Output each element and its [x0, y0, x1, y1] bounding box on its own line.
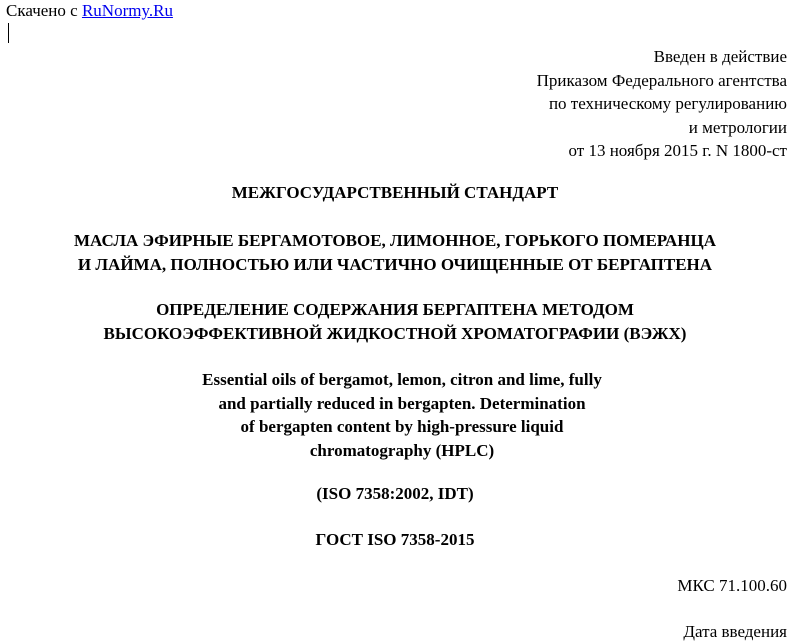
gost-number — [0, 528, 790, 552]
download-prefix: Скачено с — [6, 1, 78, 20]
download-source-line — [6, 0, 173, 22]
intro-line: Введен в действие — [653, 47, 787, 66]
title-line: Essential oils of bergamot, lemon, citron and lime, fully — [202, 370, 602, 389]
mks-code: МКС 71.100.60 — [677, 576, 787, 595]
title-line: ОПРЕДЕЛЕНИЕ СОДЕРЖАНИЯ БЕРГАПТЕНА МЕТОДОМ — [156, 300, 634, 319]
title-line: chromatography (HPLC) — [309, 440, 495, 460]
title-line: of bergapten content by high-pressure liquid — [240, 417, 564, 436]
standard-type-heading — [0, 181, 790, 205]
intro-line: по техническому регулированию — [548, 94, 787, 113]
title-russian-method — [0, 298, 790, 345]
iso-reference-text: (ISO 7358:2002, IDT) — [316, 484, 474, 503]
runormy-link[interactable]: RuNormy.Ru — [81, 1, 173, 20]
text-cursor — [8, 23, 9, 43]
title-russian-product — [0, 229, 790, 276]
intro-line: Приказом Федерального агентства — [536, 70, 787, 90]
title-line: and partially reduced in bergapten. Determination — [218, 393, 586, 413]
iso-reference — [0, 482, 790, 506]
intro-line: от 13 ноября 2015 г. N 1800-ст — [568, 141, 787, 160]
title-line: ВЫСОКОЭФФЕКТИВНОЙ ЖИДКОСТНОЙ ХРОМАТОГРАФИИ (ВЭЖХ) — [103, 323, 687, 343]
gost-number-text: ГОСТ ISO 7358-2015 — [315, 530, 475, 549]
standard-type-text: МЕЖГОСУДАРСТВЕННЫЙ СТАНДАРТ — [231, 183, 559, 202]
title-english — [7, 368, 790, 462]
title-line: И ЛАЙМА, ПОЛНОСТЬЮ ИЛИ ЧАСТИЧНО ОЧИЩЕННЫЕ ОТ БЕРГАПТЕНА — [77, 254, 713, 274]
intro-line: и метрологии — [688, 117, 787, 137]
effective-date-label: Дата введения — [683, 622, 787, 641]
title-line: МАСЛА ЭФИРНЫЕ БЕРГАМОТОВОЕ, ЛИМОННОЕ, ГОРЬКОГО ПОМЕРАНЦА — [74, 231, 716, 250]
introduction-block — [537, 45, 787, 163]
